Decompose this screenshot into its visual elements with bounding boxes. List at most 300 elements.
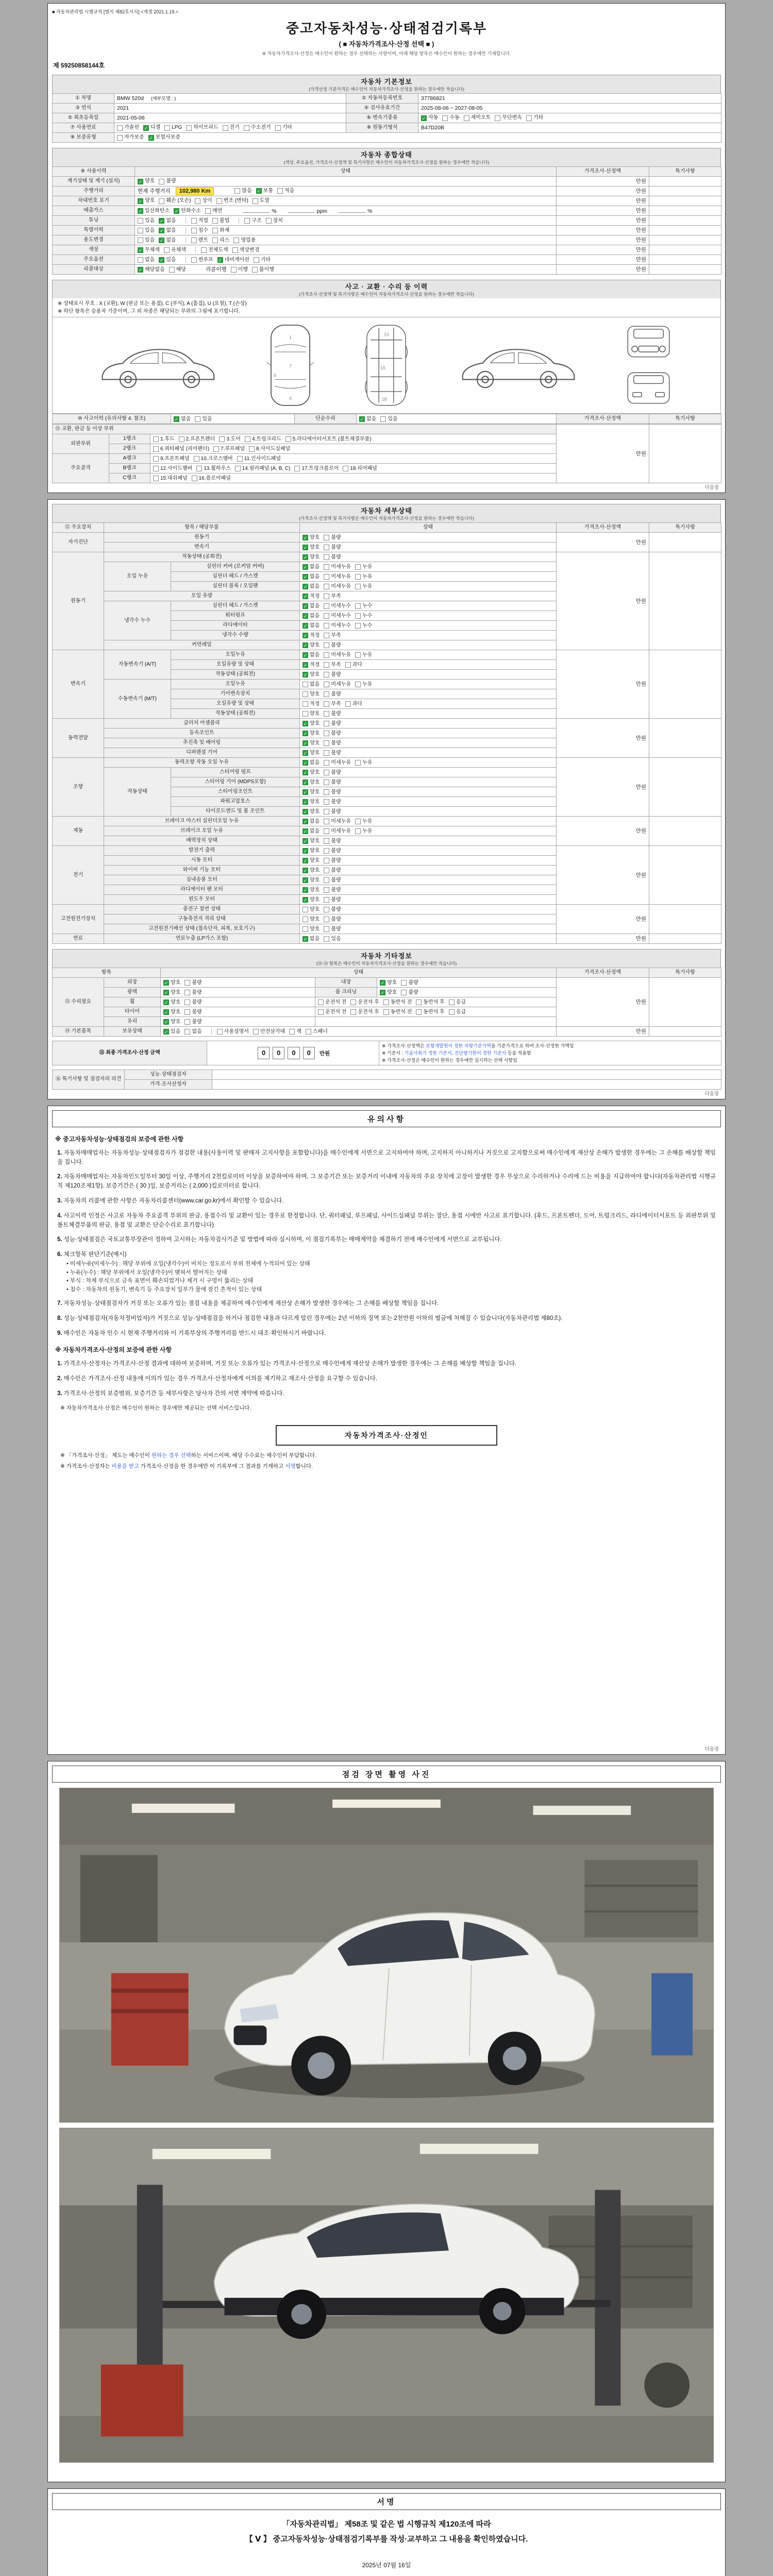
checkbox-option[interactable] <box>217 1028 249 1036</box>
checkbox-option[interactable] <box>324 838 341 845</box>
checkbox-option[interactable] <box>163 1009 180 1016</box>
checkbox-unchecked[interactable] <box>350 1009 356 1015</box>
checkbox-unchecked[interactable] <box>303 701 308 707</box>
checkbox-checked[interactable]: ✓ <box>303 652 308 658</box>
checkbox-unchecked[interactable] <box>318 1009 324 1015</box>
checkbox-option[interactable] <box>303 779 320 786</box>
checkbox-option[interactable] <box>148 134 180 141</box>
checkbox-option[interactable] <box>159 217 176 225</box>
checkbox-option[interactable] <box>350 999 379 1006</box>
checkbox-checked[interactable]: ✓ <box>380 990 385 995</box>
checkbox-unchecked[interactable] <box>324 799 329 805</box>
checkbox-option[interactable] <box>324 750 341 757</box>
checkbox-option[interactable] <box>303 808 320 816</box>
checkbox-option[interactable] <box>303 769 320 776</box>
checkbox-checked[interactable]: ✓ <box>303 584 308 589</box>
checkbox-unchecked[interactable] <box>252 267 258 273</box>
checkbox-option[interactable] <box>184 1019 201 1026</box>
checkbox-option[interactable] <box>212 227 229 234</box>
checkbox-option[interactable] <box>324 534 341 541</box>
checkbox-checked[interactable]: ✓ <box>164 1029 169 1035</box>
checkbox-option[interactable] <box>324 710 341 718</box>
checkbox-unchecked[interactable] <box>324 574 329 580</box>
checkbox-unchecked[interactable] <box>324 917 329 922</box>
checkbox-option[interactable] <box>303 710 320 718</box>
checkbox-checked[interactable]: ✓ <box>303 828 308 834</box>
checkbox-unchecked[interactable] <box>324 633 329 638</box>
checkbox-unchecked[interactable] <box>285 436 291 442</box>
checkbox-option[interactable] <box>303 759 320 767</box>
checkbox-checked[interactable]: ✓ <box>138 209 143 214</box>
checkbox-unchecked[interactable] <box>153 436 159 442</box>
checkbox-unchecked[interactable] <box>324 897 329 903</box>
checkbox-option[interactable] <box>164 247 186 254</box>
checkbox-checked[interactable]: ✓ <box>303 574 308 580</box>
checkbox-unchecked[interactable] <box>232 247 238 253</box>
checkbox-option[interactable] <box>143 124 160 131</box>
checkbox-checked[interactable]: ✓ <box>303 799 308 805</box>
checkbox-option[interactable] <box>324 916 341 923</box>
checkbox-unchecked[interactable] <box>324 809 329 815</box>
checkbox-option[interactable] <box>355 564 372 571</box>
checkbox-option[interactable] <box>303 662 320 669</box>
checkbox-option[interactable] <box>324 926 341 933</box>
checkbox-option[interactable] <box>138 208 170 215</box>
checkbox-checked[interactable]: ✓ <box>303 603 308 609</box>
checkbox-option[interactable] <box>153 465 192 472</box>
checkbox-option[interactable] <box>324 662 341 669</box>
checkbox-unchecked[interactable] <box>324 936 329 942</box>
checkbox-unchecked[interactable] <box>253 198 258 204</box>
checkbox-option[interactable] <box>324 818 351 825</box>
checkbox-option[interactable] <box>164 124 182 131</box>
checkbox-unchecked[interactable] <box>324 642 329 648</box>
checkbox-unchecked[interactable] <box>324 789 329 795</box>
checkbox-option[interactable] <box>303 877 320 884</box>
checkbox-option[interactable] <box>449 999 466 1006</box>
checkbox-option[interactable] <box>303 867 320 874</box>
checkbox-unchecked[interactable] <box>343 466 348 471</box>
checkbox-option[interactable] <box>303 887 320 894</box>
checkbox-option[interactable] <box>324 613 351 620</box>
checkbox-option[interactable] <box>244 124 271 131</box>
checkbox-option[interactable] <box>138 257 155 264</box>
checkbox-option[interactable] <box>205 208 222 215</box>
checkbox-option[interactable] <box>153 475 188 482</box>
checkbox-unchecked[interactable] <box>416 999 422 1005</box>
checkbox-unchecked[interactable] <box>159 179 164 184</box>
checkbox-option[interactable] <box>380 979 397 987</box>
checkbox-option[interactable] <box>303 681 320 688</box>
checkbox-option[interactable] <box>159 237 176 244</box>
checkbox-unchecked[interactable] <box>235 466 241 471</box>
checkbox-checked[interactable]: ✓ <box>303 887 308 893</box>
checkbox-unchecked[interactable] <box>237 456 243 462</box>
checkbox-option[interactable] <box>324 720 341 727</box>
checkbox-unchecked[interactable] <box>233 238 239 243</box>
checkbox-unchecked[interactable] <box>355 828 361 834</box>
checkbox-unchecked[interactable] <box>212 228 218 233</box>
checkbox-unchecked[interactable] <box>195 416 200 422</box>
checkbox-unchecked[interactable] <box>196 466 202 471</box>
checkbox-option[interactable] <box>117 134 144 141</box>
checkbox-option[interactable] <box>216 197 248 205</box>
checkbox-unchecked[interactable] <box>253 1029 259 1035</box>
checkbox-checked[interactable]: ✓ <box>303 731 308 736</box>
checkbox-unchecked[interactable] <box>266 218 272 224</box>
checkbox-unchecked[interactable] <box>464 115 469 121</box>
checkbox-option[interactable] <box>234 188 251 195</box>
checkbox-checked[interactable]: ✓ <box>303 750 308 756</box>
checkbox-option[interactable] <box>355 603 372 610</box>
checkbox-option[interactable] <box>184 989 201 996</box>
checkbox-checked[interactable]: ✓ <box>303 633 308 638</box>
checkbox-unchecked[interactable] <box>324 770 329 775</box>
checkbox-option[interactable] <box>416 999 444 1006</box>
checkbox-unchecked[interactable] <box>179 436 184 442</box>
checkbox-checked[interactable]: ✓ <box>303 545 308 550</box>
checkbox-unchecked[interactable] <box>383 999 389 1005</box>
checkbox-option[interactable] <box>184 1028 201 1036</box>
checkbox-option[interactable] <box>421 114 438 122</box>
checkbox-unchecked[interactable] <box>324 760 329 766</box>
checkbox-checked[interactable]: ✓ <box>257 189 261 194</box>
checkbox-unchecked[interactable] <box>383 1009 389 1015</box>
checkbox-unchecked[interactable] <box>186 125 192 131</box>
checkbox-option[interactable] <box>324 603 351 610</box>
checkbox-option[interactable] <box>303 671 320 679</box>
checkbox-unchecked[interactable] <box>153 476 159 481</box>
checkbox-option[interactable] <box>303 789 320 796</box>
checkbox-option[interactable] <box>355 681 372 688</box>
checkbox-unchecked[interactable] <box>191 228 197 233</box>
checkbox-unchecked[interactable] <box>324 848 329 854</box>
checkbox-option[interactable] <box>355 759 372 767</box>
checkbox-checked[interactable]: ✓ <box>138 267 143 273</box>
checkbox-checked[interactable]: ✓ <box>303 858 308 863</box>
checkbox-unchecked[interactable] <box>324 584 329 589</box>
checkbox-unchecked[interactable] <box>324 554 329 560</box>
checkbox-option[interactable] <box>159 178 176 185</box>
checkbox-option[interactable] <box>256 188 273 195</box>
checkbox-option[interactable] <box>324 779 341 786</box>
checkbox-unchecked[interactable] <box>117 135 123 141</box>
checkbox-unchecked[interactable] <box>324 701 329 707</box>
checkbox-option[interactable] <box>383 999 412 1006</box>
checkbox-checked[interactable]: ✓ <box>303 623 308 629</box>
checkbox-option[interactable] <box>303 896 320 904</box>
checkbox-unchecked[interactable] <box>401 990 407 995</box>
checkbox-unchecked[interactable] <box>219 436 225 442</box>
checkbox-option[interactable] <box>191 237 208 244</box>
checkbox-unchecked[interactable] <box>244 218 250 224</box>
checkbox-unchecked[interactable] <box>324 662 329 668</box>
checkbox-unchecked[interactable] <box>350 999 356 1005</box>
checkbox-checked[interactable]: ✓ <box>164 999 169 1005</box>
checkbox-checked[interactable]: ✓ <box>303 779 308 785</box>
checkbox-option[interactable] <box>153 436 175 443</box>
checkbox-option[interactable] <box>324 652 351 659</box>
checkbox-option[interactable] <box>324 906 341 913</box>
checkbox-option[interactable] <box>253 1028 285 1036</box>
checkbox-option[interactable] <box>285 436 372 443</box>
checkbox-checked[interactable]: ✓ <box>160 238 164 243</box>
next-page-label[interactable]: 다음장 <box>704 1091 719 1097</box>
checkbox-option[interactable] <box>252 266 274 274</box>
checkbox-unchecked[interactable] <box>449 999 455 1005</box>
checkbox-option[interactable] <box>117 124 139 131</box>
checkbox-option[interactable] <box>303 906 320 913</box>
checkbox-option[interactable] <box>442 114 459 122</box>
checkbox-unchecked[interactable] <box>355 652 361 658</box>
checkbox-option[interactable] <box>303 828 320 835</box>
checkbox-option[interactable] <box>401 989 418 996</box>
checkbox-option[interactable] <box>306 1028 328 1036</box>
checkbox-unchecked[interactable] <box>216 198 222 204</box>
checkbox-unchecked[interactable] <box>184 1019 190 1025</box>
checkbox-checked[interactable]: ✓ <box>160 218 164 224</box>
checkbox-unchecked[interactable] <box>303 917 308 922</box>
checkbox-option[interactable] <box>163 989 180 996</box>
checkbox-option[interactable] <box>324 573 351 581</box>
checkbox-unchecked[interactable] <box>138 218 143 224</box>
checkbox-option[interactable] <box>355 583 372 590</box>
checkbox-unchecked[interactable] <box>495 115 500 121</box>
checkbox-unchecked[interactable] <box>324 740 329 746</box>
checkbox-option[interactable] <box>355 652 372 659</box>
checkbox-option[interactable] <box>324 857 341 865</box>
checkbox-checked[interactable]: ✓ <box>303 642 308 648</box>
checkbox-unchecked[interactable] <box>277 188 283 194</box>
checkbox-unchecked[interactable] <box>324 594 329 599</box>
checkbox-option[interactable] <box>343 465 377 472</box>
checkbox-option[interactable] <box>324 554 341 561</box>
checkbox-unchecked[interactable] <box>231 267 237 273</box>
checkbox-checked[interactable]: ✓ <box>303 877 308 883</box>
checkbox-option[interactable] <box>138 217 155 225</box>
checkbox-option[interactable] <box>380 989 397 996</box>
checkbox-checked[interactable]: ✓ <box>303 740 308 746</box>
checkbox-option[interactable] <box>324 681 351 688</box>
checkbox-option[interactable] <box>184 979 201 987</box>
checkbox-unchecked[interactable] <box>324 603 329 609</box>
checkbox-unchecked[interactable] <box>164 125 170 131</box>
checkbox-checked[interactable]: ✓ <box>303 848 308 854</box>
checkbox-unchecked[interactable] <box>324 750 329 756</box>
checkbox-option[interactable] <box>195 197 212 205</box>
checkbox-unchecked[interactable] <box>526 115 532 121</box>
checkbox-unchecked[interactable] <box>205 208 211 214</box>
checkbox-option[interactable] <box>303 573 320 581</box>
checkbox-option[interactable] <box>303 534 320 541</box>
checkbox-unchecked[interactable] <box>244 125 249 131</box>
checkbox-option[interactable] <box>324 867 341 874</box>
checkbox-option[interactable] <box>233 237 256 244</box>
checkbox-unchecked[interactable] <box>324 858 329 863</box>
checkbox-checked[interactable]: ✓ <box>160 257 164 263</box>
checkbox-option[interactable] <box>138 197 155 205</box>
checkbox-option[interactable] <box>464 114 491 122</box>
checkbox-option[interactable] <box>138 227 155 234</box>
checkbox-option[interactable] <box>449 1009 466 1016</box>
checkbox-unchecked[interactable] <box>324 535 329 540</box>
checkbox-checked[interactable]: ✓ <box>303 936 308 942</box>
checkbox-option[interactable] <box>163 1019 180 1026</box>
checkbox-unchecked[interactable] <box>184 1029 190 1035</box>
checkbox-checked[interactable]: ✓ <box>303 770 308 775</box>
checkbox-checked[interactable]: ✓ <box>164 1009 169 1015</box>
checkbox-unchecked[interactable] <box>355 603 361 609</box>
checkbox-option[interactable] <box>355 613 372 620</box>
checkbox-unchecked[interactable] <box>324 838 329 844</box>
checkbox-unchecked[interactable] <box>324 545 329 550</box>
checkbox-unchecked[interactable] <box>303 711 308 717</box>
checkbox-checked[interactable]: ✓ <box>303 838 308 844</box>
checkbox-option[interactable] <box>179 436 215 443</box>
checkbox-option[interactable] <box>324 808 341 816</box>
checkbox-unchecked[interactable] <box>380 416 386 422</box>
checkbox-option[interactable] <box>217 257 249 264</box>
checkbox-checked[interactable]: ✓ <box>303 564 308 570</box>
checkbox-option[interactable] <box>355 622 372 630</box>
checkbox-checked[interactable]: ✓ <box>164 980 169 986</box>
checkbox-unchecked[interactable] <box>234 188 240 194</box>
next-page-label[interactable]: 다음장 <box>704 1746 719 1752</box>
checkbox-option[interactable] <box>324 564 351 571</box>
checkbox-option[interactable] <box>324 593 341 600</box>
checkbox-unchecked[interactable] <box>275 125 281 131</box>
checkbox-option[interactable] <box>303 544 320 551</box>
checkbox-option[interactable] <box>194 455 233 463</box>
checkbox-unchecked[interactable] <box>416 1009 422 1015</box>
checkbox-checked[interactable]: ✓ <box>174 416 179 422</box>
checkbox-checked[interactable]: ✓ <box>303 760 308 766</box>
checkbox-option[interactable] <box>324 799 341 806</box>
checkbox-unchecked[interactable] <box>194 456 199 462</box>
checkbox-unchecked[interactable] <box>192 476 197 481</box>
checkbox-unchecked[interactable] <box>324 877 329 883</box>
checkbox-option[interactable] <box>213 446 245 453</box>
checkbox-option[interactable] <box>303 593 320 600</box>
checkbox-option[interactable] <box>159 227 176 234</box>
checkbox-option[interactable] <box>303 750 320 757</box>
checkbox-option[interactable] <box>303 740 320 747</box>
checkbox-option[interactable] <box>324 622 351 630</box>
checkbox-checked[interactable]: ✓ <box>303 809 308 815</box>
checkbox-option[interactable] <box>324 759 351 767</box>
checkbox-checked[interactable]: ✓ <box>360 416 364 422</box>
checkbox-option[interactable] <box>303 936 320 943</box>
checkbox-option[interactable] <box>324 936 341 943</box>
checkbox-option[interactable] <box>303 583 320 590</box>
checkbox-option[interactable] <box>359 416 376 423</box>
checkbox-option[interactable] <box>303 554 320 561</box>
checkbox-unchecked[interactable] <box>153 466 159 471</box>
checkbox-unchecked[interactable] <box>138 238 143 243</box>
checkbox-checked[interactable]: ✓ <box>138 198 143 204</box>
checkbox-unchecked[interactable] <box>324 926 329 932</box>
checkbox-option[interactable] <box>244 217 261 225</box>
next-page-label[interactable]: 다음장 <box>704 485 719 491</box>
checkbox-unchecked[interactable] <box>324 828 329 834</box>
checkbox-option[interactable] <box>303 818 320 825</box>
checkbox-unchecked[interactable] <box>449 1009 455 1015</box>
checkbox-option[interactable] <box>174 416 191 423</box>
checkbox-option[interactable] <box>303 916 320 923</box>
checkbox-option[interactable] <box>163 1028 180 1036</box>
checkbox-option[interactable] <box>324 730 341 737</box>
checkbox-option[interactable] <box>266 217 283 225</box>
checkbox-option[interactable] <box>303 691 320 698</box>
checkbox-unchecked[interactable] <box>324 672 329 677</box>
checkbox-checked[interactable]: ✓ <box>303 662 308 668</box>
checkbox-option[interactable] <box>303 720 320 727</box>
checkbox-option[interactable] <box>495 114 522 122</box>
checkbox-option[interactable] <box>277 188 294 195</box>
checkbox-unchecked[interactable] <box>153 446 159 452</box>
checkbox-unchecked[interactable] <box>345 662 351 668</box>
checkbox-checked[interactable]: ✓ <box>380 980 385 986</box>
checkbox-unchecked[interactable] <box>324 779 329 785</box>
checkbox-option[interactable] <box>318 1009 346 1016</box>
checkbox-option[interactable] <box>324 789 341 796</box>
checkbox-option[interactable] <box>324 642 341 649</box>
checkbox-unchecked[interactable] <box>303 907 308 912</box>
checkbox-unchecked[interactable] <box>303 682 308 687</box>
checkbox-option[interactable] <box>232 247 260 254</box>
checkbox-option[interactable] <box>254 257 271 264</box>
checkbox-option[interactable] <box>303 603 320 610</box>
checkbox-unchecked[interactable] <box>442 115 448 121</box>
checkbox-option[interactable] <box>324 848 341 855</box>
checkbox-option[interactable] <box>245 436 281 443</box>
checkbox-option[interactable] <box>219 436 241 443</box>
checkbox-unchecked[interactable] <box>324 887 329 893</box>
checkbox-checked[interactable]: ✓ <box>303 554 308 560</box>
checkbox-option[interactable] <box>303 642 320 649</box>
checkbox-unchecked[interactable] <box>184 990 190 995</box>
checkbox-option[interactable] <box>324 769 341 776</box>
checkbox-option[interactable] <box>237 455 281 463</box>
checkbox-option[interactable] <box>169 266 186 274</box>
checkbox-unchecked[interactable] <box>324 564 329 570</box>
checkbox-unchecked[interactable] <box>138 257 143 263</box>
checkbox-unchecked[interactable] <box>303 691 308 697</box>
checkbox-unchecked[interactable] <box>355 613 361 619</box>
checkbox-option[interactable] <box>355 818 372 825</box>
checkbox-unchecked[interactable] <box>169 267 175 273</box>
checkbox-checked[interactable]: ✓ <box>303 672 308 677</box>
checkbox-unchecked[interactable] <box>117 125 123 131</box>
checkbox-option[interactable] <box>138 178 155 185</box>
checkbox-unchecked[interactable] <box>355 564 361 570</box>
checkbox-option[interactable] <box>303 701 320 708</box>
checkbox-checked[interactable]: ✓ <box>164 990 169 995</box>
checkbox-option[interactable] <box>138 247 160 254</box>
checkbox-option[interactable] <box>184 1009 201 1016</box>
checkbox-unchecked[interactable] <box>138 228 143 233</box>
checkbox-unchecked[interactable] <box>184 999 190 1005</box>
checkbox-unchecked[interactable] <box>289 1029 295 1035</box>
checkbox-option[interactable] <box>191 227 208 234</box>
checkbox-option[interactable] <box>138 237 155 244</box>
checkbox-option[interactable] <box>163 999 180 1006</box>
checkbox-unchecked[interactable] <box>324 623 329 629</box>
checkbox-option[interactable] <box>196 465 231 472</box>
checkbox-unchecked[interactable] <box>245 436 250 442</box>
checkbox-unchecked[interactable] <box>324 907 329 912</box>
checkbox-option[interactable] <box>153 446 209 453</box>
